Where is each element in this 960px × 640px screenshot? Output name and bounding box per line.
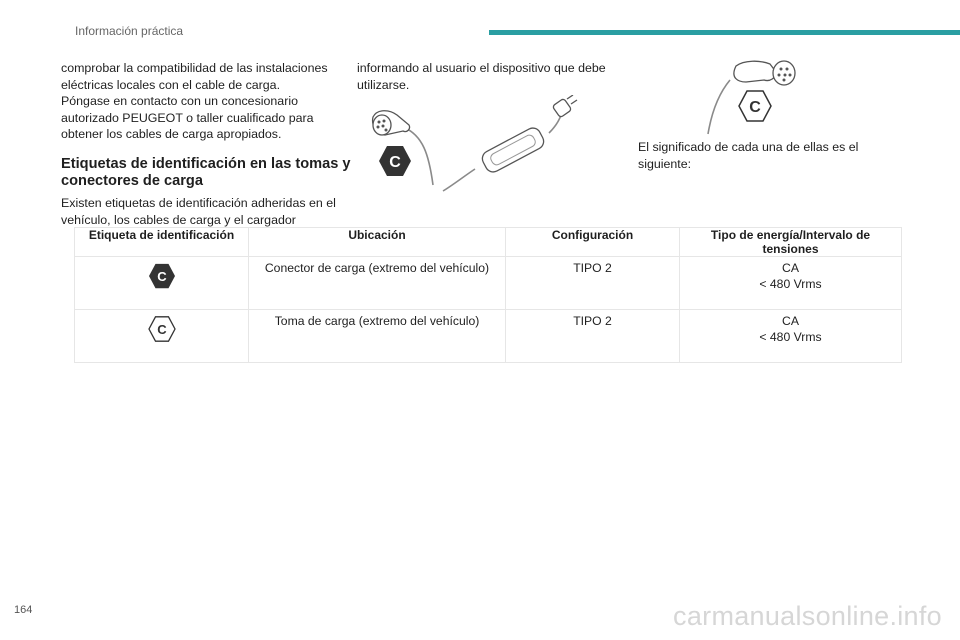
section-heading: Etiquetas de identificación en las tomas y conectores de carga (61, 155, 351, 190)
energy-type-cell (680, 257, 902, 310)
c-label-outline-icon (738, 90, 772, 122)
column-header-location: Ubicación (249, 228, 506, 257)
c-label-outline-icon (148, 316, 176, 342)
table-header-row (75, 228, 902, 257)
column-header-energy-type: Tipo de energía/Intervalo de tensiones (680, 228, 902, 257)
energy-type: CA (782, 261, 799, 275)
text-column-2 (357, 60, 622, 93)
paragraph-informing-user: informando al usuario el dispositivo que debe utilizarse. (357, 61, 606, 92)
c-label-letter: C (749, 99, 761, 116)
text-column-1 (61, 60, 351, 228)
paragraph-labels-intro: Existen etiquetas de identificación adheridas en el vehículo, los cables de carga y el cargador (61, 195, 336, 227)
paragraph-compatibility: comprobar la compatibilidad de las instalaciones eléctricas locales con el cable de carga. (61, 61, 328, 92)
location-cell: Conector de carga (extremo del vehículo) (249, 257, 506, 310)
identification-labels-table (74, 227, 902, 363)
label-cell (75, 310, 249, 363)
configuration-cell: TIPO 2 (506, 257, 680, 310)
voltage-range: < 480 Vrms (759, 330, 822, 344)
energy-type: CA (782, 314, 799, 328)
location-cell: Toma de carga (extremo del vehículo) (249, 310, 506, 363)
c-label-letter: C (156, 321, 167, 337)
table-row (75, 310, 902, 363)
voltage-range: < 480 Vrms (759, 277, 822, 291)
column-header-label: Etiqueta de identificación (75, 228, 249, 257)
c-label-letter: C (389, 154, 401, 171)
c-label-filled-icon (378, 145, 412, 177)
text-column-3 (638, 139, 888, 172)
energy-type-cell (680, 310, 902, 363)
configuration-cell: TIPO 2 (506, 310, 680, 363)
section-title: Información práctica (75, 24, 184, 38)
watermark: carmanualsonline.info (673, 601, 942, 631)
header-accent-bar (489, 30, 960, 35)
c-label-filled-icon (148, 263, 176, 289)
page-number: 164 (14, 604, 33, 616)
paragraph-contact-dealer: Póngase en contacto con un concesionario autorizado PEUGEOT o taller cualificado para obtener los cables de carga apropiados. (61, 94, 314, 142)
label-cell (75, 257, 249, 310)
c-label-letter: C (156, 268, 167, 284)
paragraph-meaning: El significado de cada una de ellas es el siguiente: (638, 140, 859, 171)
column-header-configuration: Configuración (506, 228, 680, 257)
table-row (75, 257, 902, 310)
